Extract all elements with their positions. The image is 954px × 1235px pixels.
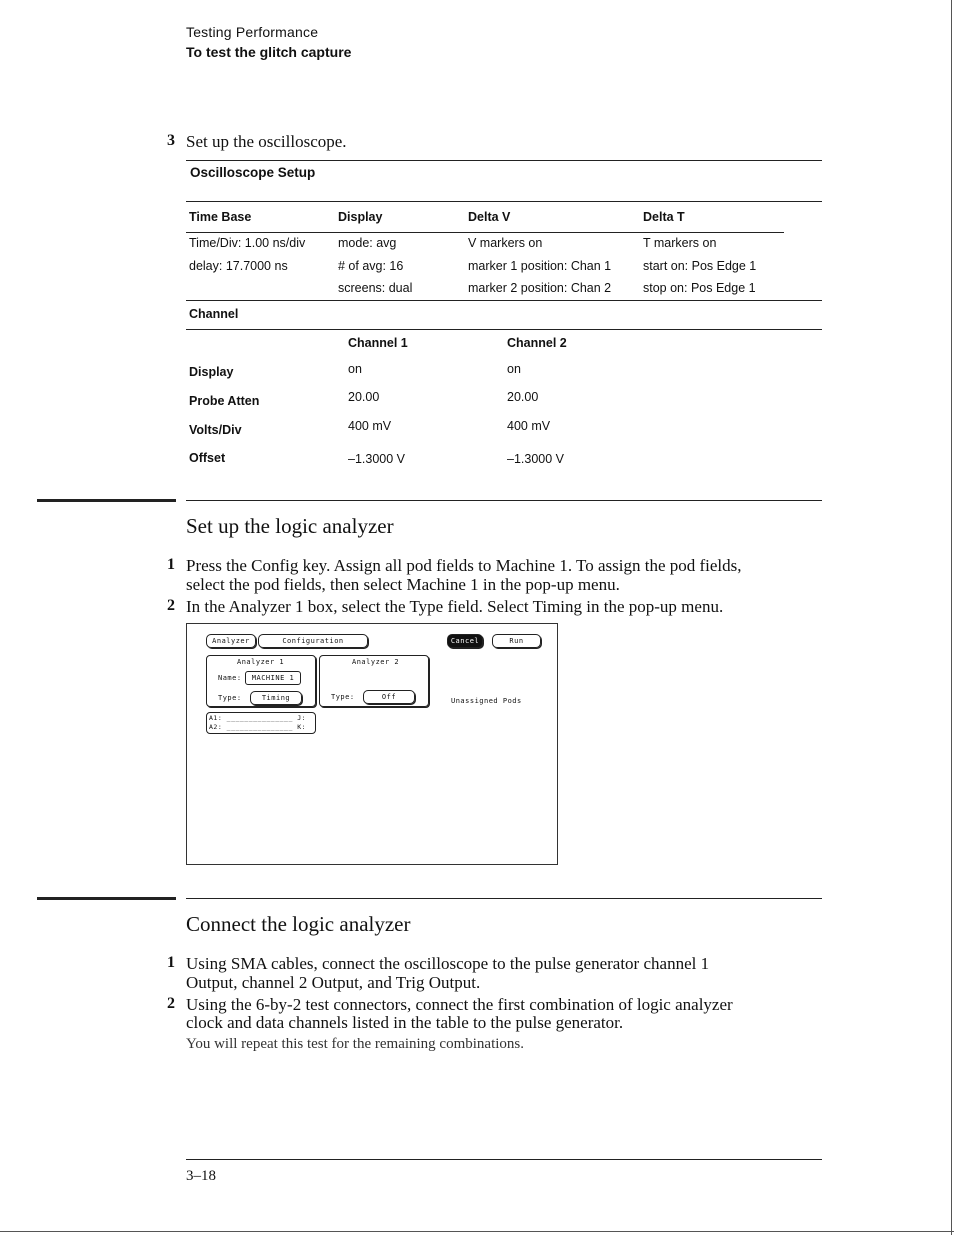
column-header: Channel 2 (507, 336, 567, 350)
page-number: 3–18 (186, 1168, 216, 1184)
step-text: Press the Config key. Assign all pod fields to Machine 1. To assign the pod fields, (186, 556, 742, 575)
type-label: Type: (218, 694, 242, 702)
row-label: Display (189, 365, 234, 379)
page-edge (951, 0, 952, 1235)
step-text: In the Analyzer 1 box, select the Type field. Select Timing in the pop-up menu. (186, 597, 724, 616)
running-header-section: Testing Performance (186, 24, 319, 40)
run-button[interactable]: Run (492, 634, 541, 648)
table-cell: on (507, 362, 521, 376)
table-cell: mode: avg (338, 236, 397, 250)
table-cell: stop on: Pos Edge 1 (643, 281, 756, 295)
column-header: Time Base (189, 210, 252, 224)
table-rule (186, 300, 822, 301)
section-marker-bar (37, 499, 176, 502)
name-field[interactable]: MACHINE 1 (245, 671, 301, 685)
table-cell: delay: 17.7000 ns (189, 259, 288, 273)
type-field[interactable]: Off (363, 690, 415, 704)
table-rule (186, 160, 822, 161)
step-number: 3 (167, 132, 175, 149)
row-label: Volts/Div (189, 423, 242, 437)
type-field[interactable]: Timing (250, 691, 302, 705)
unassigned-pods-label: Unassigned Pods (451, 697, 522, 705)
step-text: Using the 6-by-2 test connectors, connect the first combination of logic analyzer (186, 995, 733, 1014)
table-title: Oscilloscope Setup (190, 165, 316, 180)
table-rule (186, 232, 784, 233)
table-cell: # of avg: 16 (338, 259, 404, 273)
table-cell: Time/Div: 1.00 ns/div (189, 236, 306, 250)
table-cell: start on: Pos Edge 1 (643, 259, 757, 273)
column-header: Delta V (468, 210, 511, 224)
analyzer-1-title: Analyzer 1 (237, 658, 285, 666)
page-edge (0, 1231, 954, 1232)
table-cell: –1.3000 V (507, 452, 564, 466)
table-cell: on (348, 362, 362, 376)
channel-section-title: Channel (189, 307, 239, 321)
table-cell: marker 1 position: Chan 1 (468, 259, 612, 273)
section-marker-bar (37, 897, 176, 900)
analyzer-menu-button[interactable]: Analyzer (206, 634, 256, 648)
pod-assignment-box[interactable] (206, 712, 316, 734)
step-number: 2 (167, 597, 175, 614)
table-rule (186, 201, 822, 202)
table-cell: –1.3000 V (348, 452, 405, 466)
type-label: Type: (331, 693, 355, 701)
section-rule (186, 898, 822, 899)
table-cell: marker 2 position: Chan 2 (468, 281, 612, 295)
table-cell: T markers on (643, 236, 717, 250)
table-cell: 20.00 (348, 390, 380, 404)
column-header: Display (338, 210, 383, 224)
section-title: Set up the logic analyzer (186, 514, 394, 538)
analyzer-2-title: Analyzer 2 (352, 658, 400, 666)
row-label: Probe Atten (189, 394, 260, 408)
section-rule (186, 500, 822, 501)
step-text: Set up the oscilloscope. (186, 132, 347, 151)
section-title: Connect the logic analyzer (186, 912, 411, 936)
cancel-button[interactable]: Cancel (447, 634, 483, 648)
analyzer-2-box (319, 655, 429, 707)
step-text: Output, channel 2 Output, and Trig Output. (186, 973, 481, 992)
step-text: select the pod fields, then select Machine 1 in the pop-up menu. (186, 575, 620, 594)
step-text: Using SMA cables, connect the oscilloscope to the pulse generator channel 1 (186, 954, 710, 973)
column-header: Delta T (643, 210, 685, 224)
pod-a1-row: A1: _______________ J: (209, 714, 307, 722)
table-cell: 400 mV (507, 419, 551, 433)
row-label: Offset (189, 451, 226, 465)
table-cell: 400 mV (348, 419, 392, 433)
configuration-menu-button[interactable]: Configuration (258, 634, 368, 648)
step-number: 1 (167, 556, 175, 573)
column-header: Channel 1 (348, 336, 408, 350)
table-cell: V markers on (468, 236, 543, 250)
step-number: 1 (167, 954, 175, 971)
name-label: Name: (218, 674, 242, 682)
analyzer-config-screen (186, 623, 558, 865)
step-number: 2 (167, 995, 175, 1012)
running-header-subsection: To test the glitch capture (186, 44, 352, 60)
step-text: clock and data channels listed in the table to the pulse generator. (186, 1013, 624, 1032)
table-rule (186, 329, 822, 330)
table-cell: screens: dual (338, 281, 413, 295)
analyzer-1-box (206, 655, 316, 707)
footer-rule (186, 1159, 822, 1160)
note-text: You will repeat this test for the remaining combinations. (186, 1036, 525, 1052)
table-cell: 20.00 (507, 390, 539, 404)
pod-a2-row: A2: _______________ K: (209, 723, 307, 731)
